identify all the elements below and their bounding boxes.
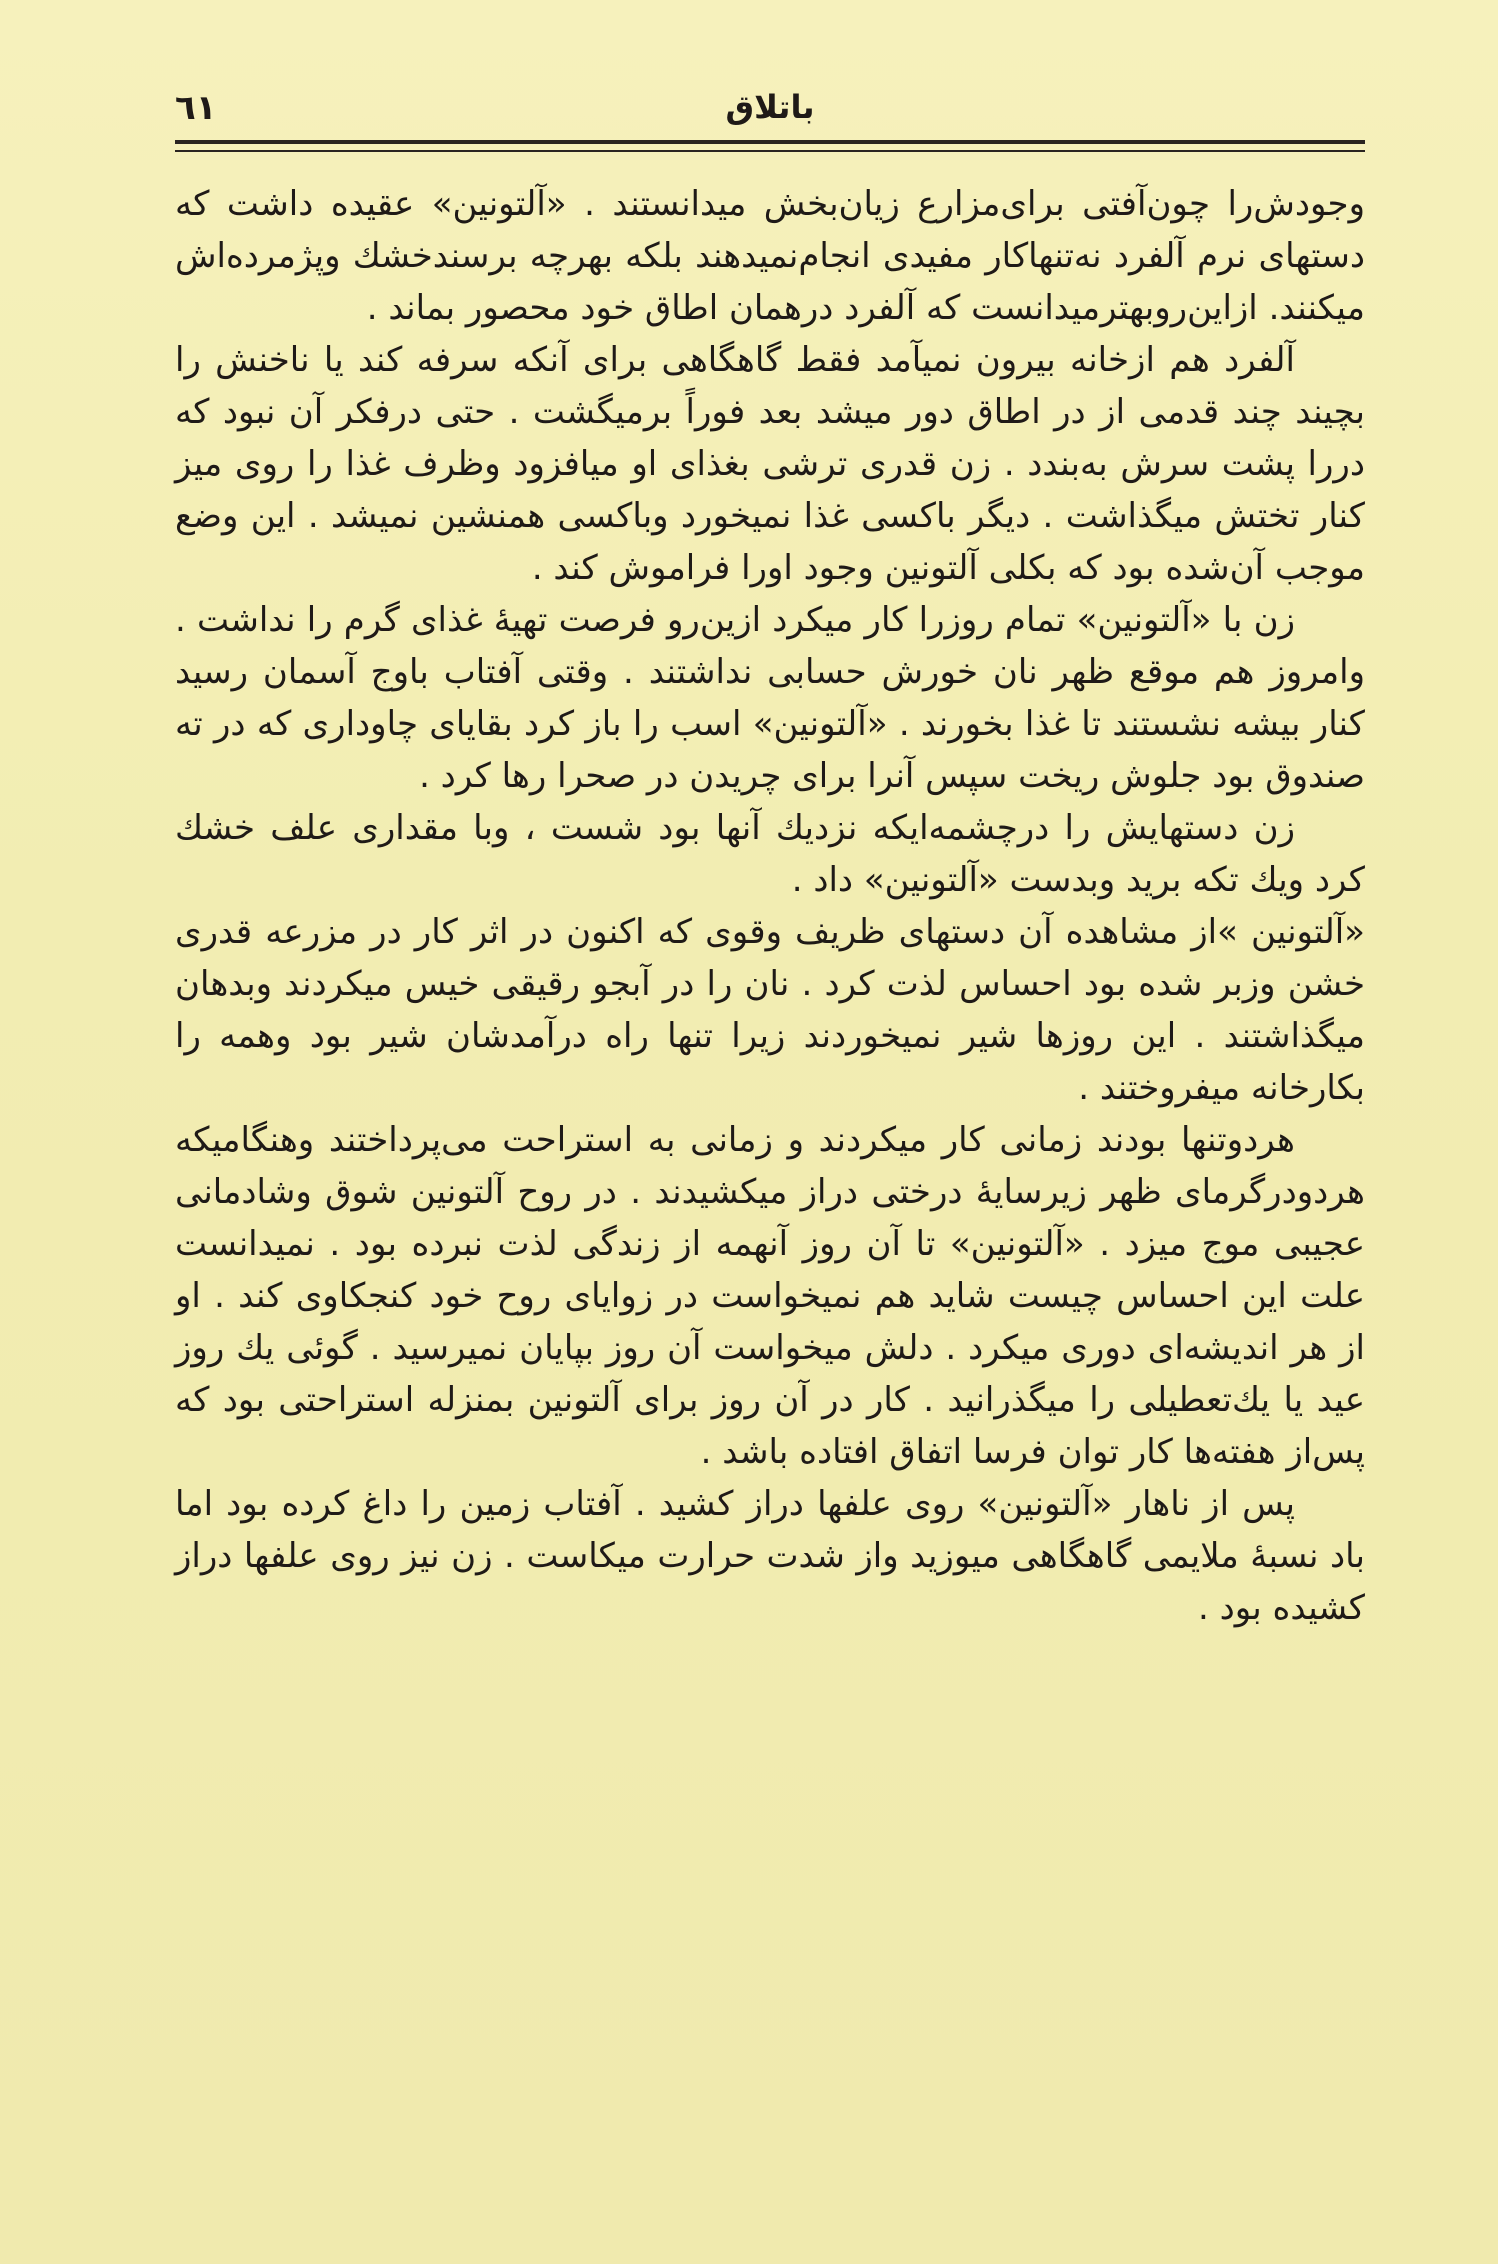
paragraph-4: زن دستهایش را درچشمه‌ایکه نزدیك آنها بود شست ، وبا مقداری علف خشك کرد ویك تکه برید وبدست «آلتونین» داد . [175, 808, 1365, 900]
page-number: ٦١ [175, 88, 217, 128]
paragraph-5: «آلتونین »از مشاهده آن دستهای ظریف وقوی که اکنون در اثر کار در مزرعه قدری خشن وزبر شده بود احساس لذت کرد . نان را در آبجو رقیقی خیس میکردند وبدهان میگذاشتند . این روزها شیر نمیخوردند زیرا تنها راه درآمدشان شیر بود وهمه را بکارخانه میفروختند . [175, 912, 1365, 1108]
header-rule-thin [175, 150, 1365, 152]
paragraph-6: هردوتنها بودند زمانی کار میکردند و زمانی به استراحت می‌پرداختند وهنگامیکه هردودرگرمای ظهر زیرسایهٔ درختی دراز میکشیدند . در روح آلتونین شوق وشادمانی عجیبی موج میزد . «آلتونین» تا آن روز آنهمه از زندگی لذت نبرده بود . نمیدانست علت این احساس چیست شاید هم نمیخواست در زوایای روح خود کنجکاوی کند . او از هر اندیشه‌ای دوری میکرد . دلش میخواست آن روز بپایان نمیرسید . گوئی یك روز عید یا یك‌تعطیلی را میگذرانید . کار در آن روز برای آلتونین بمنزله استراحتی بود که پس‌از هفته‌ها کار توان فرسا اتفاق افتاده باشد . [175, 1120, 1365, 1472]
running-title: باتلاق [725, 88, 815, 126]
paragraph-1: وجودش‌را چون‌آفتی برای‌مزارع زیان‌بخش میدانستند . «آلتونین» عقیده داشت که دستهای نرم آلفرد نه‌تنهاکار مفیدی انجام‌نمیدهند بلکه بهرچه برسندخشك وپژمرده‌اش میکنند. ازاین‌روبهترمیدانست که آلفرد درهمان اطاق خود محصور بماند . [175, 184, 1365, 328]
page-header [175, 80, 1365, 140]
paragraph-2: آلفرد هم ازخانه بیرون نمیآمد فقط گاهگاهی برای آنکه سرفه کند یا ناخنش را بچیند چند قدمی از در اطاق دور میشد بعد فوراً برمیگشت . حتی درفکر آن نبود که دررا پشت سرش به‌بندد . زن قدری ترشی بغذای او میافزود وظرف غذا را روی میز کنار تختش میگذاشت . دیگر باکسی غذا نمیخورد وباکسی همنشین نمیشد . این وضع موجب آن‌شده بود که بکلی آلتونین وجود اورا فراموش کند . [175, 340, 1365, 588]
paragraph-7: پس از ناهار «آلتونین» روی علفها دراز کشید . آفتاب زمین را داغ کرده بود اما باد نسبهٔ ملایمی گاهگاهی میوزید واز شدت حرارت میکاست . زن نیز روی علفها دراز کشیده بود . [175, 1484, 1365, 1628]
paragraph-3: زن با «آلتونین» تمام روزرا کار میکرد ازین‌رو فرصت تهیهٔ غذای گرم را نداشت . وامروز هم موقع ظهر نان خورش حسابی نداشتند . وقتی آفتاب باوج آسمان رسید کنار بیشه نشستند تا غذا بخورند . «آلتونین» اسب را باز کرد بقایای چاوداری که در ته صندوق بود جلوش ریخت سپس آنرا برای چریدن در صحرا رها کرد . [175, 600, 1365, 796]
header-rule-thick [175, 140, 1365, 144]
body-text [175, 178, 1365, 1634]
